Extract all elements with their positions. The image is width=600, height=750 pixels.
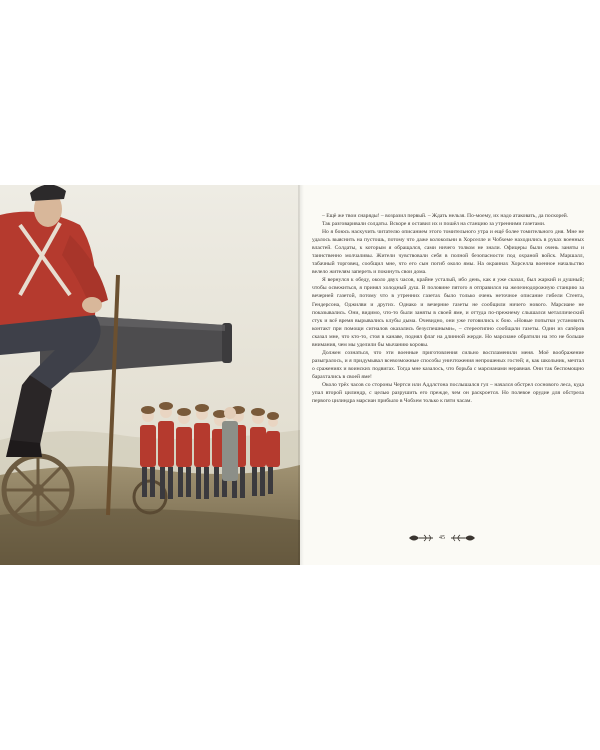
- body-text: [312, 212, 584, 405]
- ornament-right-icon: [450, 533, 476, 543]
- paragraph: Так разговаривали солдаты. Вскоре я оставил их и пошёл на станцию за утренними газетами.: [322, 221, 546, 228]
- paragraph: – Ещё же твои снаряды! – возразил первый. – Ждать нельзя. По-моему, их надо атаковать, да поскорей.: [322, 213, 569, 219]
- paragraph: Должен сознаться, что эти военные приготовления сильно воспламенили меня. Моё воображение разыгралось, и я придумывал всевозможные способы уничтожения непрошеных гостей; я, как школьник, мечтал о сражениях и воинских подвигах. Тогда мне казалось, что борьба с марсианами неравная. Они так беспомощно барахтались в своей яме!: [312, 349, 584, 380]
- page-number: 45: [439, 535, 445, 541]
- illustration-painting: [0, 185, 300, 565]
- paragraph: Но я боюсь наскучить читателю описанием этого томительного утра и ещё более томительного дня. Мне не удалось выяснить на пустошь, потому что даже колокольни в Хорселле и Чобхеме находились в руках военных властей. Солдаты, к которым я обращался, сами ничего толком не знали. Офицеры были очень заняты и таинственно молчаливы. Жители чувствовали себя в полной безопасности под охраной войск. Маршалл, табачный торговец, сообщил мне, что его сын погиб около ямы. На окраинах Хорселла военное начальство велело жителям запереть и покинуть свои дома.: [312, 229, 584, 276]
- page-gutter: [298, 185, 304, 565]
- ornament-left-icon: [408, 533, 434, 543]
- cannon-wheel: [4, 456, 72, 524]
- illustration-soldiers-with-cannon: [0, 185, 300, 565]
- paragraph: Я вернулся к обеду, около двух часов, крайне усталый, ибо день, как я уже сказал, был жаркий и душный; чтобы освежиться, я принял холодный душ. В половине пятого я отправился на железнодорожную станцию за вечерней газетой, потому что в утренних газетах было только очень неточное описание гибели Стента, Гендерсона, Оджилви и других. Однако и вечерние газеты не сообщили ничего нового. Марсиане не показывались. Они, видимо, что-то были заняты в своей яме, и оттуда по-прежнему слышался металлический стук и всё время вырывались клубы дыма. Очевидно, они уже готовились к бою. «Новые попытки установить контакт при помощи сигналов оказались безуспешными», – стереотипно сообщали газеты. Один из сапёров сказал мне, что кто-то, стоя в канаве, поднял флаг на длинной жерди. Но марсиане обратили на это не больше внимания, чем мы уделили бы мычанию коровы.: [312, 277, 584, 348]
- page-folio: [407, 531, 477, 545]
- paragraph: Около трёх часов со стороны Чертси или Аддлстона послышался гул – начался обстрел соснового леса, куда упал второй цилиндр, с целью разрушить его прежде, чем он раскроется. Но полевое орудие для обстрела первого цилиндра марсиан прибыло в Чобхем только к пяти часам.: [312, 381, 584, 405]
